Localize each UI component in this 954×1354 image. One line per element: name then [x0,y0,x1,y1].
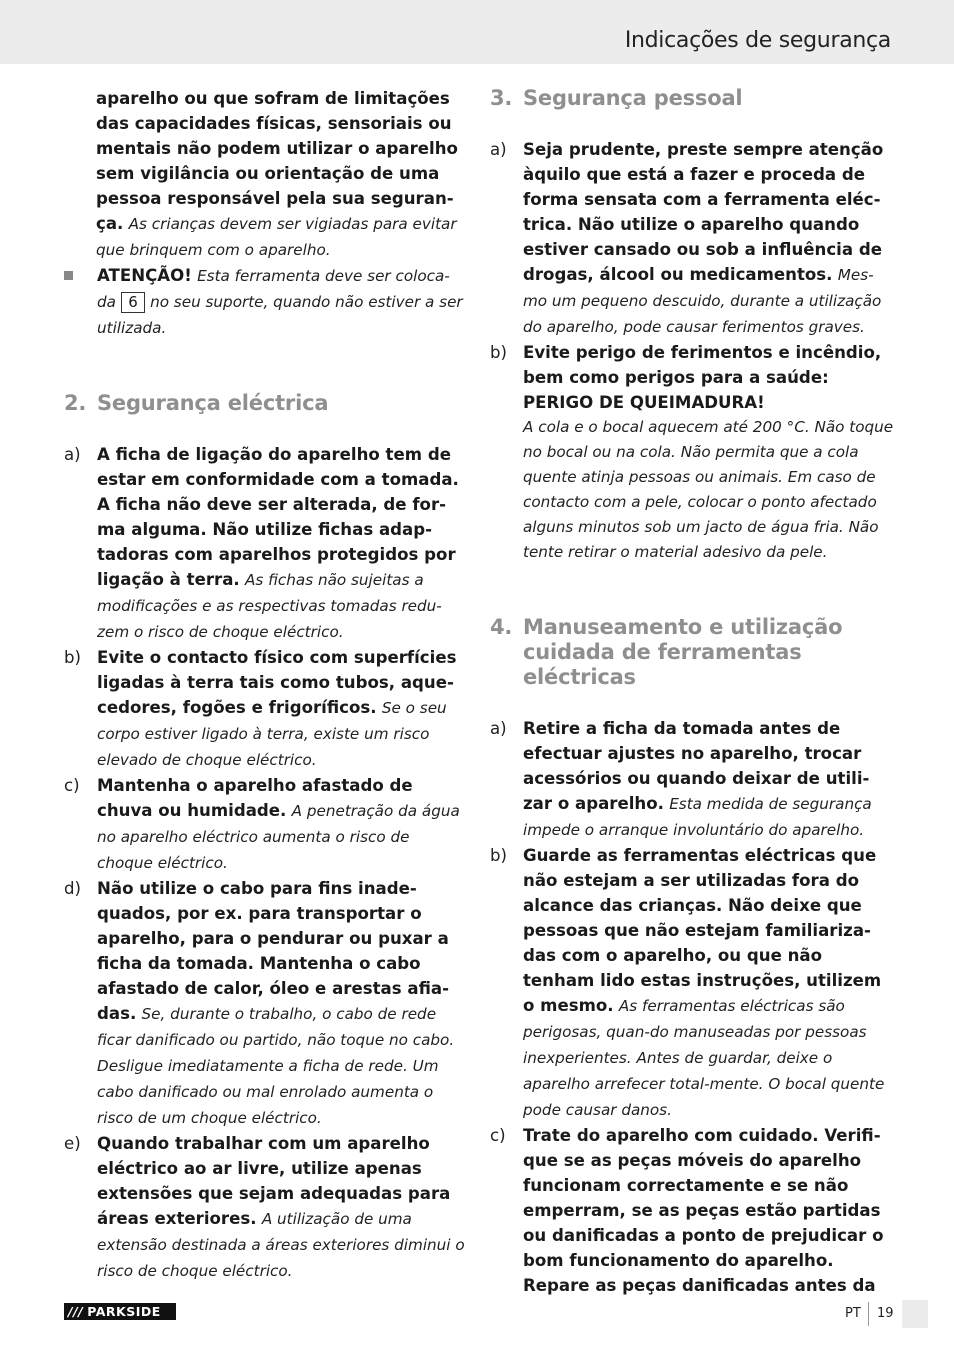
left-column [64,86,468,1284]
list-item [490,340,894,565]
page-number: 19 [877,1306,894,1321]
square-bullet-icon [64,271,73,280]
section-3-heading [490,86,894,111]
section-2-list [64,442,468,1284]
item-italic: A penetração da água no aparelho eléctrico aumenta o risco de choque eléctrico. [97,802,460,872]
section-2-title: Segurança eléctrica [97,391,329,415]
item-bold: Guarde as ferramentas eléctricas que não estejam a ser utilizadas fora do alcance das crianças. Não deixe que pessoas que não estejam familiariza-das com o aparelho, ou que não tenham lido estas instruções, utilizem o mesmo. [523,846,882,1015]
item-bold-warning: PERIGO DE QUEIMADURA! [523,393,765,412]
part-reference-box: 6 [121,292,145,313]
item-bold: A ficha de ligação do aparelho tem de estar em conformidade com a tomada. A ficha não deve ser alterada, de for-ma alguma. Não utilize fichas adap-tadoras com aparelhos protegidos por ligação à terra. [97,445,459,589]
language-code: PT [845,1306,861,1321]
item-label: b) [64,648,82,667]
parkside-logo [64,1303,176,1320]
intro-bold: aparelho ou que sofram de limitações das capacidades físicas, sensoriais ou mentais não podem utilizar o aparelho sem vigilância ou orientação de uma pessoa responsável pela sua seguran-ça. [96,89,458,233]
list-item [490,137,894,340]
item-italic: Se o seu corpo estiver ligado à terra, existe um risco elevado de choque eléctrico. [97,699,447,769]
item-label: b) [490,846,508,865]
section-3-number: 3. [490,86,513,110]
item-bold: Retire a ficha da tomada antes de efectuar ajustes no aparelho, trocar acessórios ou quando deixar de utili-zar o aparelho. [523,719,870,813]
list-item [490,716,894,843]
footer-divider [868,1302,869,1326]
list-item [64,645,468,773]
item-label: a) [64,445,81,464]
item-italic: Se, durante o trabalho, o cabo de rede ficar danificado ou partido, não toque no cabo. Desligue imediatamente a ficha de rede. Um cabo danificado ou mal enrolado aumenta o risco de um choque eléctrico. [97,1005,455,1127]
section-2-heading [64,391,468,416]
item-italic: Esta medida de segurança impede o arranque involuntário do aparelho. [523,795,872,839]
item-label: c) [64,776,80,795]
list-item [64,876,468,1131]
intro-italic: As crianças devem ser vigiadas para evitar que brinquem com o aparelho. [96,215,457,259]
item-italic: A utilização de uma extensão destinada a áreas exteriores diminui o risco de choque eléctrico. [97,1210,465,1280]
item-label: a) [490,140,507,159]
warning-item [64,263,468,341]
list-item [64,1131,468,1284]
item-label: c) [490,1126,506,1145]
right-column [490,86,894,1298]
item-bold: Evite perigo de ferimentos e incêndio, bem como perigos para a saúde: [523,343,882,387]
item-bold: Trate do aparelho com cuidado. Verifi-que se as peças móveis do aparelho funcionam correctamente e se não emperram, se as peças estão partidas ou danificadas a ponto de prejudicar o bom funcionamento do aparelho. Repare as peças danificadas antes da [523,1126,884,1295]
section-3-list [490,137,894,565]
section-3-title: Segurança pessoal [523,86,743,110]
warning-italic-2: no seu suporte, quando não estiver a ser utilizada. [97,293,463,337]
section-4-title: Manuseamento e utilização cuidada de ferramentas eléctricas [523,615,843,689]
item-label: e) [64,1134,81,1153]
item-label: a) [490,719,507,738]
warning-italic-1: Esta ferramenta deve ser coloca-da [97,267,450,311]
list-item [64,442,468,645]
item-bold: Seja prudente, preste sempre atenção àquilo que está a fazer e proceda de forma sensata com a ferramenta eléc-trica. Não utilize o aparelho quando estiver cansado ou sob a influência de drogas, álcool ou medicamentos. [523,140,884,284]
logo-text: PARKSIDE [87,1304,161,1319]
item-label: b) [490,343,508,362]
item-label: d) [64,879,82,898]
item-bold: Não utilize o cabo para fins inade-quados, por ex. para transportar o aparelho, para o pendurar ou puxar a ficha da tomada. Mantenha o cabo afastado de calor, óleo e arestas afia-das. [97,879,449,1023]
logo-slashes: /// [68,1304,84,1319]
item-italic: As fichas não sujeitas a modificações e as respectivas tomadas redu-zem o risco de choque eléctrico. [97,571,442,641]
list-item [490,1123,894,1298]
item-italic: A cola e o bocal aquecem até 200 °C. Não toque no bocal ou na cola. Não permita que a cola quente atinja pessoas ou animais. Em caso de contacto com a pele, colocar o ponto afectado alguns minutos sob um jacto de água fria. Não tente retirar o material adesivo da pele. [523,418,894,561]
item-bold: Evite o contacto físico com superfícies ligadas à terra tais como tubos, aque-cedores, fogões e frigoríficos. [97,648,457,717]
page-title: Indicações de segurança [624,28,891,53]
item-bold: Quando trabalhar com um aparelho eléctrico ao ar livre, utilize apenas extensões que sejam adequadas para áreas exteriores. [97,1134,451,1228]
item-bold: Mantenha o aparelho afastado de chuva ou humidade. [97,776,413,820]
intro-paragraph [64,86,468,263]
footer-tab [902,1300,928,1328]
section-4-list [490,716,894,1298]
warning-bold: ATENÇÃO! [97,266,192,285]
list-item [64,773,468,876]
header-bar [0,0,954,64]
item-italic: As ferramentas eléctricas são perigosas, quan-do manuseadas por pessoas inexperientes. Antes de guardar, deixe o aparelho arrefecer total-mente. O bocal quente pode causar danos. [523,997,885,1119]
section-2-number: 2. [64,391,87,415]
list-item [490,843,894,1123]
section-4-heading [490,615,894,690]
section-4-number: 4. [490,615,513,639]
item-italic: Mes-mo um pequeno descuido, durante a utilização do aparelho, pode causar ferimentos graves. [523,266,882,336]
